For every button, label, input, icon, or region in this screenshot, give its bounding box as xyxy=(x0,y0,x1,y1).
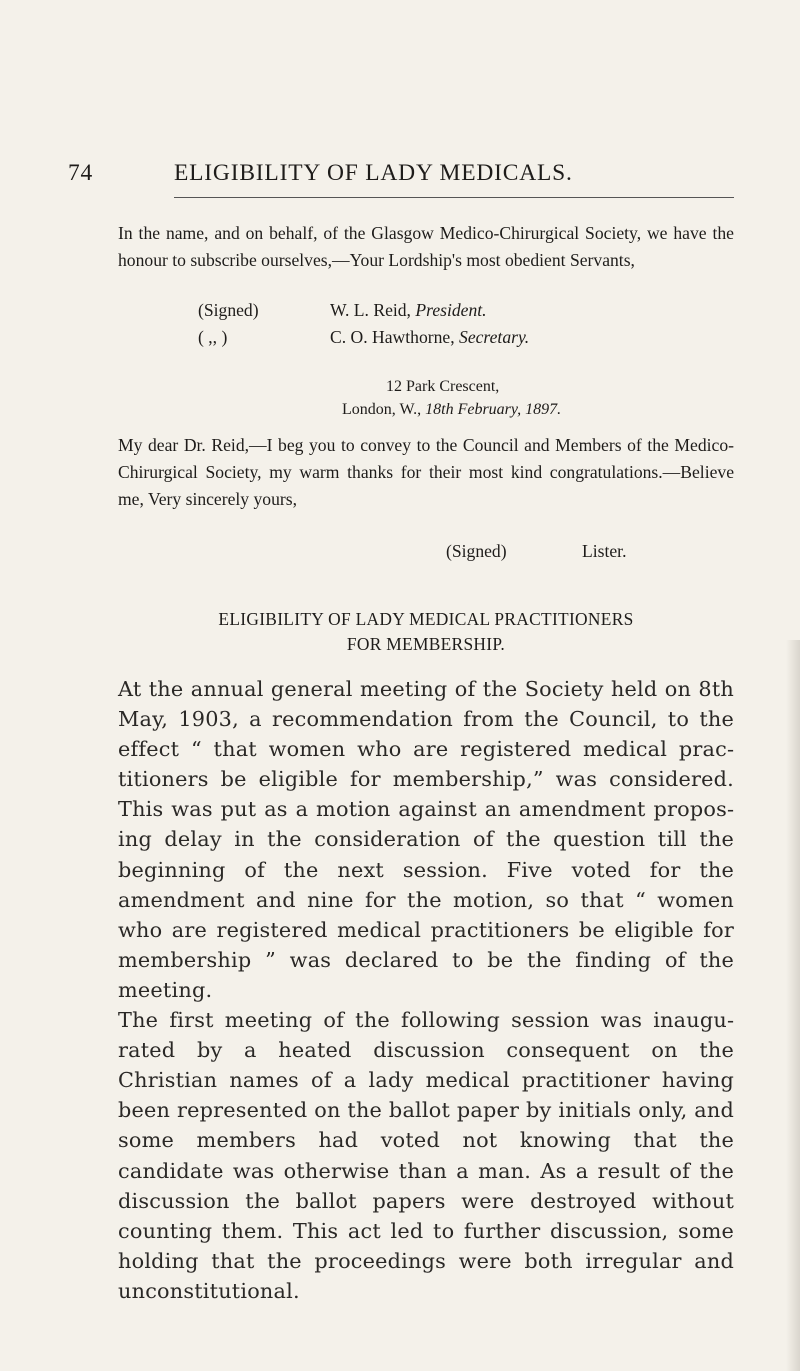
section-title-line-1: ELIGIBILITY OF LADY MEDICAL PRACTITIONERS xyxy=(218,609,634,629)
signer-name: W. L. Reid, xyxy=(330,300,411,320)
section-paragraph-2: The first meeting of the following session was inaugurated by a heated discussion consequent on the Christian names of a lady medical practitioner having been represented on the ballot paper by initials only, and some members had voted not knowing that the candidate was otherwise than a man. As a result of the discussion the ballot papers were destroyed without counting them. This act led to further discussion, some holding that the proceedings were both irregular and unconstitutional. xyxy=(118,1008,734,1303)
page-edge-shadow xyxy=(786,640,800,1371)
running-title: ELIGIBILITY OF LADY MEDICALS. xyxy=(174,160,573,186)
reply-block xyxy=(118,432,734,512)
reply-signed-label xyxy=(446,541,507,562)
reply-salutation: My dear Dr. Reid, xyxy=(118,435,250,455)
signer-role: Secretary. xyxy=(459,327,530,347)
reply-signer xyxy=(582,541,626,562)
header-rule xyxy=(174,197,734,198)
signer-name: C. O. Hawthorne, xyxy=(330,327,455,347)
reply-signer-name: Lister. xyxy=(582,541,627,561)
reply-signed: (Signed) xyxy=(446,541,507,561)
signed-label: (Signed) xyxy=(198,300,259,320)
signature-row-2 xyxy=(198,327,227,348)
signature-name-2 xyxy=(330,327,529,348)
letter-block xyxy=(118,220,734,274)
reply-body: —I beg you to convey to the Council and Members of the Medico-Chirurgical Society, my warm thanks for their most kind congratulations.—Believe me, Very sincerely yours, xyxy=(118,435,735,509)
signed-label: ( ,, ) xyxy=(198,327,228,347)
section-title-line-2: FOR MEMBERSHIP. xyxy=(346,634,506,654)
address-place: London, W., xyxy=(342,401,422,418)
section-paragraph-1: At the annual general meeting of the Society held on 8th May, 1903, a recommendation from the Council, to the effect “ that women who are registered medical practitioners be eligible for membership,” was considered. This was put as a motion against an amendment proposing delay in the consideration of the question till the beginning of the next session. Five voted for the amendment and nine for the motion, so that “ women who are registered medical practitioners be eligible for membership ” was declared to be the finding of the meeting. xyxy=(118,677,734,1002)
letter-paragraph: In the name, and on behalf, of the Glasgow Medico-Chirurgical Society, we have the honour to subscribe ourselves,—Your Lordship's most obedient Servants, xyxy=(118,223,734,270)
page-number: 74 xyxy=(68,160,94,186)
signature-row-1 xyxy=(198,300,259,321)
address-date: 18th February, 1897. xyxy=(425,401,562,418)
signature-name-1 xyxy=(330,300,487,321)
address-street: 12 Park Crescent, xyxy=(386,378,500,395)
address-line-2 xyxy=(342,401,561,419)
address-line-1 xyxy=(386,378,499,396)
signer-role: President. xyxy=(415,300,487,320)
section-body xyxy=(118,674,734,1306)
